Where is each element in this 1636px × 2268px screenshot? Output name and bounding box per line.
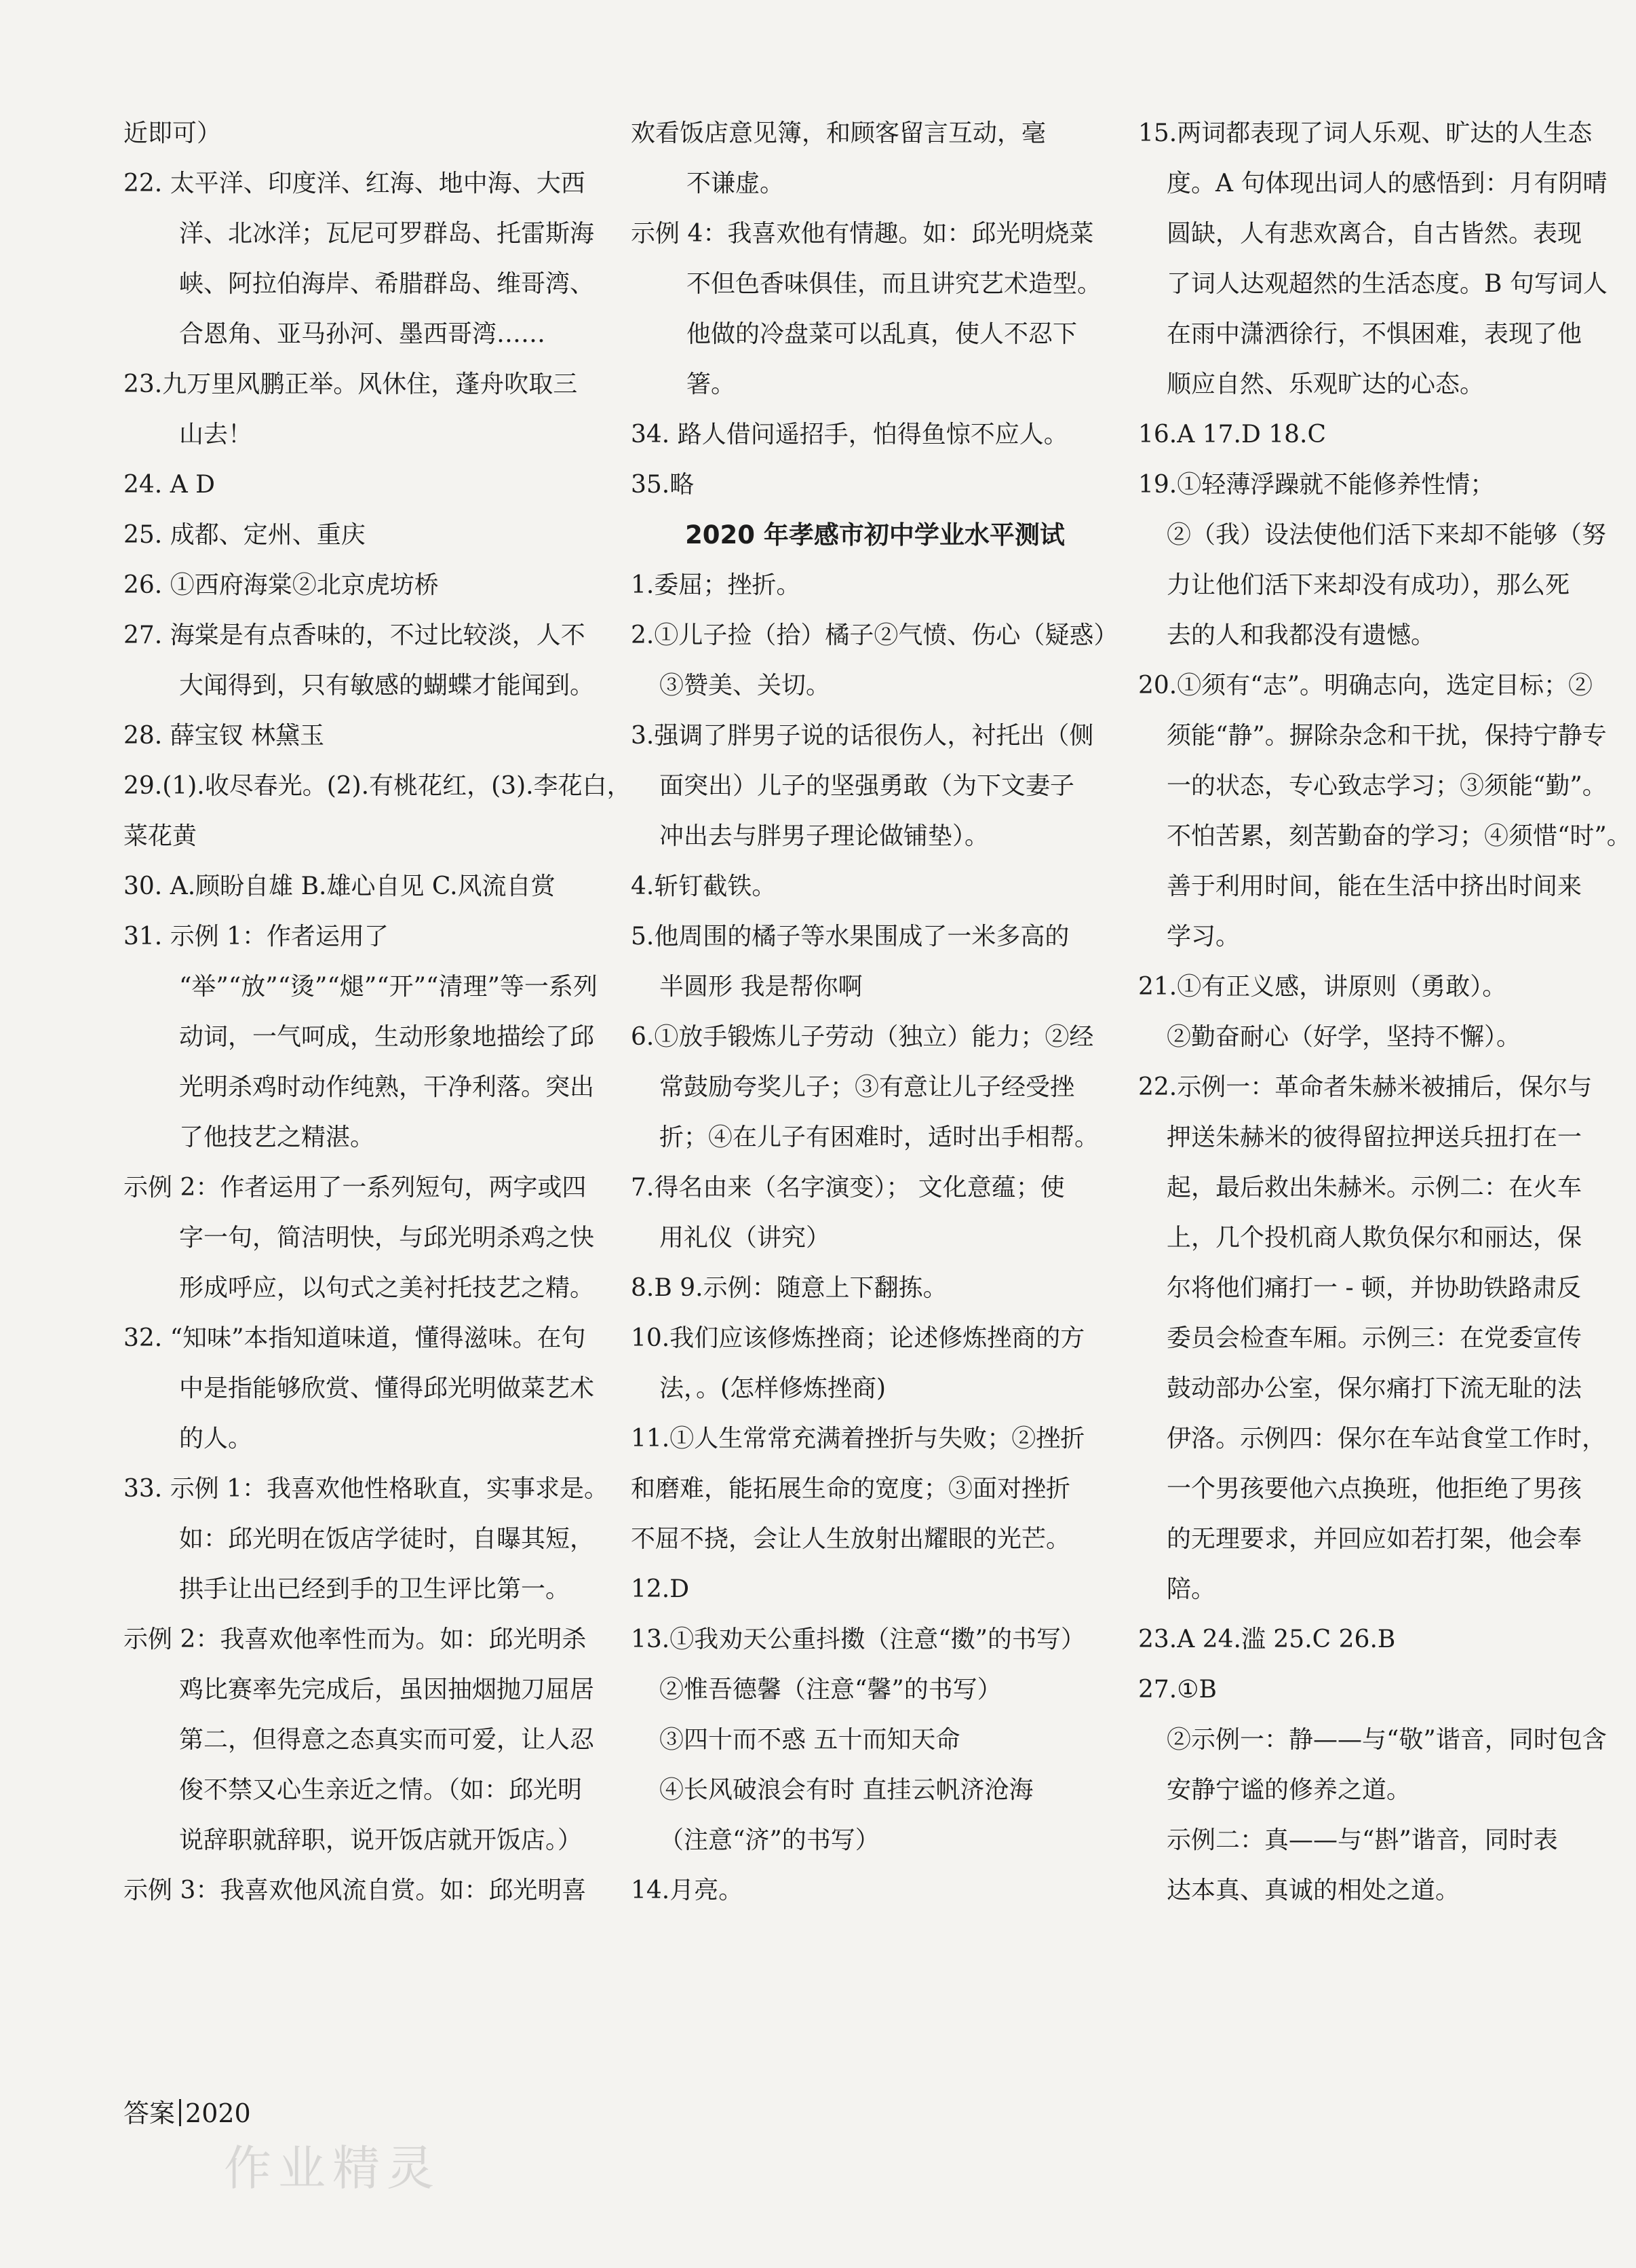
text-line: 光明杀鸡时动作纯熟，干净利落。突出: [179, 1073, 595, 1101]
text-line: ②惟吾德馨（注意“馨”的书写）: [659, 1676, 1002, 1704]
text-line: 10.我们应该修炼挫商；论述修炼挫商的方: [631, 1324, 1085, 1352]
text-line: 22.示例一：革命者朱赫米被捕后，保尔与: [1138, 1073, 1593, 1101]
text-line: 字一句，简洁明快，与邱光明杀鸡之快: [179, 1224, 595, 1252]
text-line: 了他技艺之精湛。: [179, 1123, 375, 1151]
text-line: 委员会检查车厢。示例三：在党委宣传: [1167, 1324, 1582, 1352]
text-line: 形成呼应，以句式之美衬托技艺之精。: [179, 1274, 595, 1302]
text-line: 了词人达观超然的生活态度。B 句写词人: [1167, 270, 1608, 298]
text-line: ②（我）设法使他们活下来却不能够（努: [1167, 521, 1607, 549]
page-footer: [123, 2093, 251, 2134]
text-line: 法，。(怎样修炼挫商): [659, 1375, 887, 1402]
text-line: 面突出）儿子的坚强勇敢（为下文妻子: [659, 772, 1075, 800]
text-line: 在雨中潇洒徐行，不惧困难，表现了他: [1167, 320, 1582, 348]
column-middle: [631, 109, 1133, 1916]
text-line: 15.两词都表现了词人乐观、旷达的人生态: [1138, 119, 1593, 147]
text-line: 押送朱赫米的彼得留拉押送兵扭打在一: [1167, 1123, 1582, 1151]
text-line: 起，最后救出朱赫米。示例二：在火车: [1167, 1174, 1582, 1202]
text-line: 近即可）: [123, 119, 222, 147]
text-line: 21.①有正义感，讲原则（勇敢）。: [1138, 973, 1507, 1001]
text-line: 示例 3：我喜欢他风流自赏。如：邱光明喜: [123, 1877, 587, 1904]
section-heading: 2020 年孝感市初中学业水平测试: [685, 520, 1065, 550]
footer-label: 答案: [123, 2098, 176, 2128]
text-line: 示例 2：我喜欢他率性而为。如：邱光明杀: [123, 1626, 587, 1653]
text-line: ③赞美、关切。: [659, 672, 831, 699]
text-line: 和磨难，能拓展生命的宽度；③面对挫折: [631, 1475, 1071, 1503]
text-line: 拱手让出已经到手的卫生评比第一。: [179, 1575, 570, 1603]
footer-divider: [179, 2099, 181, 2126]
text-line: 鸡比赛率先完成后，虽因抽烟抛刀屈居: [179, 1676, 595, 1704]
text-line: 27. 海棠是有点香味的，不过比较淡，人不: [123, 621, 585, 649]
text-line: 菜花黄: [123, 822, 197, 850]
text-line: 示例 2：作者运用了一系列短句，两字或四: [123, 1174, 587, 1202]
text-line: 34. 路人借问遥招手，怕得鱼惊不应人。: [631, 421, 1068, 448]
text-line: 山去！: [179, 421, 253, 448]
text-line: 31. 示例 1：作者运用了: [123, 923, 389, 950]
text-line: 不谦虚。: [686, 170, 785, 197]
text-line: 去的人和我都没有遗憾。: [1167, 621, 1436, 649]
text-line: 大闻得到，只有敏感的蝴蝶才能闻到。: [179, 672, 595, 699]
text-line: 度。A 句体现出词人的感悟到：月有阴晴: [1167, 170, 1608, 197]
text-line: 30. A.顾盼自雄 B.雄心自见 C.风流自赏: [123, 872, 556, 900]
text-line: ②勤奋耐心（好学，坚持不懈）。: [1167, 1023, 1521, 1051]
text-line: 4.斩钉截铁。: [631, 872, 777, 900]
text-line: 14.月亮。: [631, 1877, 743, 1904]
text-line: 第二，但得意之态真实而可爱，让人忍: [179, 1726, 595, 1754]
column-right: [1138, 109, 1631, 1916]
text-line: 如：邱光明在饭店学徒时，自曝其短，: [179, 1525, 595, 1553]
text-line: 33. 示例 1：我喜欢他性格耿直，实事求是。: [123, 1475, 609, 1503]
text-line: 折；④在儿子有困难时，适时出手相帮。: [659, 1123, 1099, 1151]
text-line: 箸。: [686, 370, 736, 398]
text-line: 上，几个投机商人欺负保尔和丽达，保: [1167, 1224, 1582, 1252]
text-line: 冲出去与胖男子理论做铺垫）。: [659, 822, 990, 850]
footer-year: 2020: [185, 2098, 251, 2128]
text-line: 11.①人生常常充满着挫折与失败；②挫折: [631, 1425, 1085, 1453]
text-line: 用礼仪（讲究）: [659, 1224, 831, 1252]
text-line: 8.B 9.示例：随意上下翻拣。: [631, 1274, 948, 1302]
text-line: 欢看饭店意见簿，和顾客留言互动，毫: [631, 119, 1047, 147]
text-line: 6.①放手锻炼儿子劳动（独立）能力；②经: [631, 1023, 1094, 1051]
text-line: 13.①我劝天公重抖擞（注意“擞”的书写）: [631, 1626, 1086, 1653]
text-line: 说辞职就辞职，说开饭店就开饭店。）: [179, 1826, 583, 1854]
text-line: 示例 4：我喜欢他有情趣。如：邱光明烧菜: [631, 220, 1094, 248]
text-line: 12.D: [631, 1575, 690, 1603]
watermark: 作业精灵: [224, 2140, 441, 2196]
text-line: 不屈不挠，会让人生放射出耀眼的光芒。: [631, 1525, 1071, 1553]
text-line: “举”“放”“烫”“煺”“开”“清理”等一系列: [179, 973, 598, 1001]
text-line: 25. 成都、定州、重庆: [123, 521, 366, 549]
text-line: 不怕苦累，刻苦勤奋的学习；④须惜“时”。: [1167, 822, 1631, 850]
text-line: ④长风破浪会有时 直挂云帆济沧海: [659, 1776, 1034, 1804]
text-line: 20.①须有“志”。明确志向，选定目标；②: [1138, 672, 1593, 699]
text-line: 伊洛。示例四：保尔在车站食堂工作时，: [1167, 1425, 1607, 1453]
text-line: 圆缺，人有悲欢离合，自古皆然。表现: [1167, 220, 1582, 248]
text-line: 不但色香味俱佳，而且讲究艺术造型。: [686, 270, 1102, 298]
text-line: 半圆形 我是帮你啊: [659, 973, 863, 1001]
text-line: 23.A 24.滥 25.C 26.B: [1138, 1626, 1396, 1653]
text-line: 一个男孩要他六点换班，他拒绝了男孩: [1167, 1475, 1582, 1503]
text-line: 常鼓励夸奖儿子；③有意让儿子经受挫: [659, 1073, 1075, 1101]
text-line: 23.九万里风鹏正举。风休住，蓬舟吹取三: [123, 370, 578, 398]
text-line: 28. 薛宝钗 林黛玉: [123, 722, 325, 750]
text-line: 的无理要求，并回应如若打架，他会奉: [1167, 1525, 1582, 1553]
text-line: 达本真、真诚的相处之道。: [1167, 1877, 1460, 1904]
text-line: 尔将他们痛打一 - 顿，并协助铁路肃反: [1167, 1274, 1582, 1302]
text-line: 一的状态，专心致志学习；③须能“勤”。: [1167, 772, 1607, 800]
text-line: 洋、北冰洋；瓦尼可罗群岛、托雷斯海: [179, 220, 595, 248]
text-line: 鼓动部办公室，保尔痛打下流无耻的法: [1167, 1375, 1582, 1402]
text-line: 5.他周围的橘子等水果围成了一米多高的: [631, 923, 1070, 950]
text-line: 须能“静”。摒除杂念和干扰，保持宁静专: [1167, 722, 1607, 750]
text-line: 他做的冷盘菜可以乱真，使人不忍下: [686, 320, 1078, 348]
text-line: ③四十而不惑 五十而知天命: [659, 1726, 960, 1754]
text-line: 27.①B: [1138, 1676, 1217, 1704]
text-line: ②示例一：静——与“敬”谐音，同时包含: [1167, 1726, 1607, 1754]
text-line: 峡、阿拉伯海岸、希腊群岛、维哥湾、: [179, 270, 595, 298]
text-line: 19.①轻薄浮躁就不能修养性情；: [1138, 471, 1495, 499]
text-line: 学习。: [1167, 923, 1241, 950]
text-line: 俊不禁又心生亲近之情。（如：邱光明: [179, 1776, 583, 1804]
text-line: 中是指能够欣赏、懂得邱光明做菜艺术: [179, 1375, 595, 1402]
text-line: 22. 太平洋、印度洋、红海、地中海、大西: [123, 170, 585, 197]
text-line: 7.得名由来（名字演变）； 文化意蕴；使: [631, 1174, 1065, 1202]
text-line: 安静宁谧的修养之道。: [1167, 1776, 1411, 1804]
text-line: 的人。: [179, 1425, 253, 1453]
text-line: 动词，一气呵成，生动形象地描绘了邱: [179, 1023, 595, 1051]
text-line: 26. ①西府海棠②北京虎坊桥: [123, 571, 439, 599]
text-line: 32. “知味”本指知道味道，懂得滋味。在句: [123, 1324, 586, 1352]
text-line: 16.A 17.D 18.C: [1138, 421, 1327, 448]
text-line: 陪。: [1167, 1575, 1216, 1603]
text-line: 1.委屈；挫折。: [631, 571, 801, 599]
text-line: 3.强调了胖男子说的话很伤人，衬托出（侧: [631, 722, 1094, 750]
text-line: 力让他们活下来却没有成功），那么死: [1167, 571, 1570, 599]
text-line: 29.(1).收尽春光。(2).有桃花红，(3).李花白，: [123, 772, 631, 800]
text-line: 2.①儿子捡（拾）橘子②气愤、伤心（疑惑）: [631, 621, 1118, 649]
text-line: （注意“济”的书写）: [659, 1826, 880, 1854]
text-line: 顺应自然、乐观旷达的心态。: [1167, 370, 1485, 398]
text-line: 24. A D: [123, 471, 215, 499]
text-line: 善于利用时间，能在生活中挤出时间来: [1167, 872, 1582, 900]
column-left: [123, 109, 631, 1916]
text-line: 示例二：真——与“斟”谐音，同时表: [1167, 1826, 1558, 1854]
text-line: 35.略: [631, 471, 695, 499]
text-line: 合恩角、亚马孙河、墨西哥湾……: [179, 320, 546, 348]
